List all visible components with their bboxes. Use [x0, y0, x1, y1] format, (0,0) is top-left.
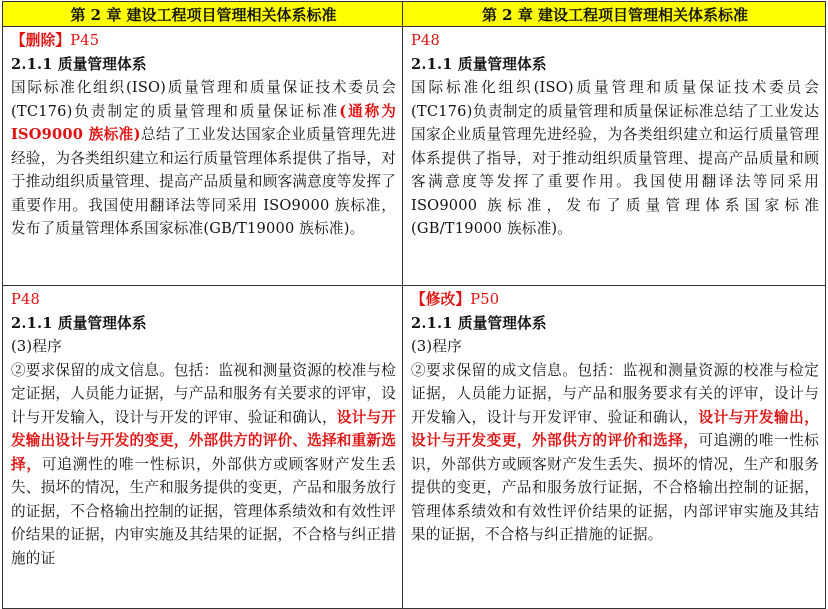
section-title: 2.1.1 质量管理体系 [11, 55, 147, 73]
header-row [3, 2, 826, 27]
subsection-label: (3)程序 [11, 338, 62, 355]
body-text: ②要求保留的成文信息。包括：监视和测量资源的校准与检定证据，人员能力证据，与产品和服务有关要求的评审，设计与开发输入，设计与开发的评审、验证和确认，设计与开发输出设计与开发的变更，外部供方的评价、选择和重新选择，可追溯性的唯一性标识，外部供方或顾客财产发生丢失、损坏的情况，生产和服务提供的变更，产品和服务放行的证据，不合格输出控制的证据，管理体系绩效和有效性评价结果的证据，内审实施及其结果的证据，不合格与纠正措施的证 [11, 361, 396, 567]
page-ref: 【修改】P50 [411, 291, 500, 308]
table-row [3, 286, 826, 609]
header-left: 第 2 章 建设工程项目管理相关体系标准 [3, 2, 403, 27]
highlight-text: 设计与开发输出设计与开发的变更，外部供方的评价、选择和重新选择， [11, 408, 396, 473]
subsection-label: (3)程序 [411, 338, 462, 355]
modify-tag: 【修改】 [411, 291, 471, 308]
section-title: 2.1.1 质量管理体系 [11, 314, 147, 332]
body-text: 国际标准化组织(ISO)质量管理和质量保证技术委员会(TC176)负责制定的质量管理和质量保证标准总结了工业发达国家企业质量管理先进经验，为各类组织建立和运行质量管理体系提供了指导，对于推动组织质量管理、提高产品质量和顾客满意度等发挥了重要作用。我国使用翻译法等同采用 ISO9000 族标准，发布了质量管理体系国家标准(GB/T19000 族标准)。 [411, 79, 819, 237]
page-ref: P48 [11, 291, 40, 308]
cell-new-p48 [403, 27, 826, 286]
cell-old-p45 [3, 27, 403, 286]
delete-tag: 【删除】 [11, 32, 71, 49]
section-title: 2.1.1 质量管理体系 [411, 55, 547, 73]
page-ref: P48 [411, 32, 440, 49]
page-ref: 【删除】P45 [11, 32, 100, 49]
cell-old-p48 [3, 286, 403, 609]
section-title: 2.1.1 质量管理体系 [411, 314, 547, 332]
table-row [3, 27, 826, 286]
header-right: 第 2 章 建设工程项目管理相关体系标准 [403, 2, 826, 27]
comparison-table [2, 1, 826, 609]
body-text: ②要求保留的成文信息。包括：监视和测量资源的校准与检定证据，人员能力证据，与产品和服务要求有关的评审，设计与开发输入，设计与开发评审、验证和确认，设计与开发输出，设计与开发变更，外部供方的评价和选择，可追溯的唯一性标识，外部供方或顾客财产发生丢失、损坏的情况，生产和服务提供的变更，产品和服务放行证据，不合格输出控制的证据，管理体系绩效和有效性评价结果的证据，内部评审实施及其结果的证据，不合格与纠正措施的证据。 [411, 361, 819, 543]
body-text: 国际标准化组织(ISO)质量管理和质量保证技术委员会(TC176)负责制定的质量管理和质量保证标准(通称为 ISO9000 族标准)总结了工业发达国家企业质量管理先进经验，为各类组织建立和运行质量管理体系提供了指导，对于推动组织质量管理、提高产品质量和顾客满意度等发挥了重要作用。我国使用翻译法等同采用 ISO9000 族标准，发布了质量管理体系国家标准(GB/T19000 族标准)。 [11, 79, 396, 237]
cell-new-p50 [403, 286, 826, 609]
highlight-text: 设计与开发输出，设计与开发变更，外部供方的评价和选择， [411, 408, 819, 449]
highlight-text: (通称为 ISO9000 族标准) [11, 102, 396, 143]
